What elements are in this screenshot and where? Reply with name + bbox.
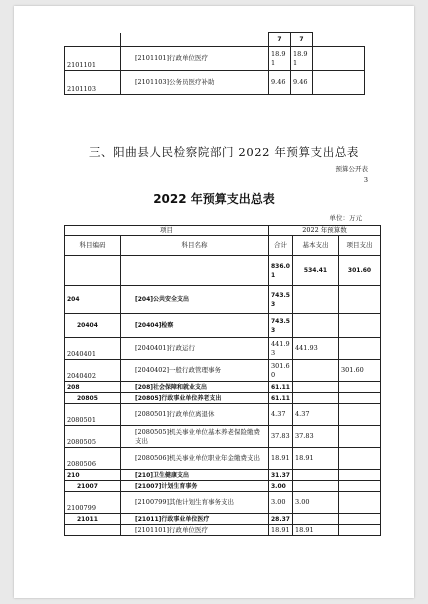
table-row: [65, 360, 381, 382]
project-cell: [339, 338, 381, 360]
subject-name: [2101103]公务员医疗补助: [121, 71, 269, 95]
table-row: [65, 256, 381, 286]
main-title: 2022 年预算支出总表: [153, 192, 275, 206]
total-cell: 18.91: [269, 525, 293, 536]
project-cell: [339, 426, 381, 448]
project-cell: [339, 492, 381, 514]
subject-code: 2100799: [65, 492, 121, 514]
header-project: 项目支出: [339, 236, 381, 256]
subject-code: 2080501: [65, 404, 121, 426]
section-title: 三、阳曲县人民检察院部门 2022 年预算支出总表: [88, 145, 360, 159]
basic-cell: [293, 393, 339, 404]
total-cell: 3.00: [269, 481, 293, 492]
table-row: [65, 314, 381, 338]
total-cell: 61.11: [269, 393, 293, 404]
basic-cell: 4.37: [293, 404, 339, 426]
project-cell: [339, 481, 381, 492]
header-total: 合计: [269, 236, 293, 256]
project-cell: [339, 404, 381, 426]
subject-name: [20404]检察: [121, 314, 269, 338]
subject-code: 21011: [65, 514, 121, 525]
total-cell: 4.37: [269, 404, 293, 426]
basic-cell: [293, 514, 339, 525]
subject-name: [2040401]行政运行: [121, 338, 269, 360]
total-cell: 61.11: [269, 382, 293, 393]
header-name: 科目名称: [121, 236, 269, 256]
subject-code: 2080506: [65, 448, 121, 470]
table-row: [65, 286, 381, 314]
project-cell: [313, 47, 365, 71]
project-cell: [339, 393, 381, 404]
subject-name: [21007]计划生育事务: [121, 481, 269, 492]
basic-cell: 37.83: [293, 426, 339, 448]
basic-cell: [293, 382, 339, 393]
header-code: 科目编码: [65, 236, 121, 256]
total-cell: 37.83: [269, 426, 293, 448]
subject-name: [2080506]机关事业单位职业年金缴费支出: [121, 448, 269, 470]
basic-cell: [293, 470, 339, 481]
table-row: [65, 470, 381, 481]
disclosure-table-label: 预算公开表: [335, 165, 368, 173]
project-cell: [339, 314, 381, 338]
subject-name: [2080501]行政单位离退休: [121, 404, 269, 426]
total-cell: 18.9 1: [269, 47, 291, 71]
project-cell: [313, 71, 365, 95]
total-cell: 3.00: [269, 492, 293, 514]
table-row: [65, 338, 381, 360]
subject-code: [65, 256, 121, 286]
table-row: [65, 404, 381, 426]
table-row: [65, 525, 381, 536]
basic-cell: 18.91: [293, 525, 339, 536]
subject-code: 2040402: [65, 360, 121, 382]
project-cell: 301.60: [339, 360, 381, 382]
basic-cell: [293, 481, 339, 492]
subject-name: [2100799]其他计划生育事务支出: [121, 492, 269, 514]
project-cell: [339, 382, 381, 393]
total-cell: 743.5 3: [269, 286, 293, 314]
table-row: [65, 448, 381, 470]
subject-name: [20805]行政事业单位养老支出: [121, 393, 269, 404]
project-cell: [339, 525, 381, 536]
table-row: [65, 426, 381, 448]
project-cell: 301.60: [339, 256, 381, 286]
subject-name: [210]卫生健康支出: [121, 470, 269, 481]
subject-name: [2101101]行政单位医疗: [121, 525, 269, 536]
total-cell: 301.6 0: [269, 360, 293, 382]
basic-cell: 18.9 1: [291, 47, 313, 71]
document-page: [14, 6, 414, 598]
total-cell: 31.37: [269, 470, 293, 481]
basic-cell: [293, 360, 339, 382]
table-row: [65, 393, 381, 404]
table-row: [65, 47, 365, 71]
basic-cell: 9.46: [291, 71, 313, 95]
subject-code: 2040401: [65, 338, 121, 360]
continued-top-cell: 7: [269, 33, 291, 47]
subject-code: 20404: [65, 314, 121, 338]
basic-cell: 18.91: [293, 448, 339, 470]
total-cell: 743.5 3: [269, 314, 293, 338]
total-cell: 28.37: [269, 514, 293, 525]
subject-code: 208: [65, 382, 121, 393]
total-cell: 836.0 1: [269, 256, 293, 286]
table-row: [65, 492, 381, 514]
basic-cell: 3.00: [293, 492, 339, 514]
header-basic: 基本支出: [293, 236, 339, 256]
project-cell: [339, 470, 381, 481]
subject-name: [204]公共安全支出: [121, 286, 269, 314]
header-budget: 2022 年预算数: [269, 226, 381, 236]
basic-cell: 534.41: [293, 256, 339, 286]
subject-code: 20805: [65, 393, 121, 404]
subject-name: [208]社会保障和就业支出: [121, 382, 269, 393]
continued-top-cell: 7: [291, 33, 313, 47]
subject-name: [121, 256, 269, 286]
subject-name: [21011]行政事业单位医疗: [121, 514, 269, 525]
table-row: [65, 514, 381, 525]
project-cell: [339, 286, 381, 314]
total-cell: 18.91: [269, 448, 293, 470]
subject-name: [2080505]机关事业单位基本养老保险缴费支出: [121, 426, 269, 448]
unit-label: 单位：万元: [329, 214, 362, 222]
budget-table: [64, 225, 381, 536]
subject-code: 210: [65, 470, 121, 481]
subject-name: [2101101]行政单位医疗: [121, 47, 269, 71]
subject-code: [65, 525, 121, 536]
header-item: 项目: [65, 226, 269, 236]
table-row: [65, 382, 381, 393]
total-cell: 9.46: [269, 71, 291, 95]
subject-name: [2040402]一般行政管理事务: [121, 360, 269, 382]
total-cell: 441.9 3: [269, 338, 293, 360]
project-cell: [339, 514, 381, 525]
basic-cell: [293, 314, 339, 338]
project-cell: [339, 448, 381, 470]
subject-code: 2080505: [65, 426, 121, 448]
subject-code: 2101101: [65, 47, 121, 71]
disclosure-table-number: 3: [363, 176, 368, 184]
subject-code: 2101103: [65, 71, 121, 95]
subject-code: 21007: [65, 481, 121, 492]
basic-cell: 441.93: [293, 338, 339, 360]
continued-table: [64, 32, 365, 95]
basic-cell: [293, 286, 339, 314]
subject-code: 204: [65, 286, 121, 314]
table-row: [65, 481, 381, 492]
table-row: [65, 71, 365, 95]
